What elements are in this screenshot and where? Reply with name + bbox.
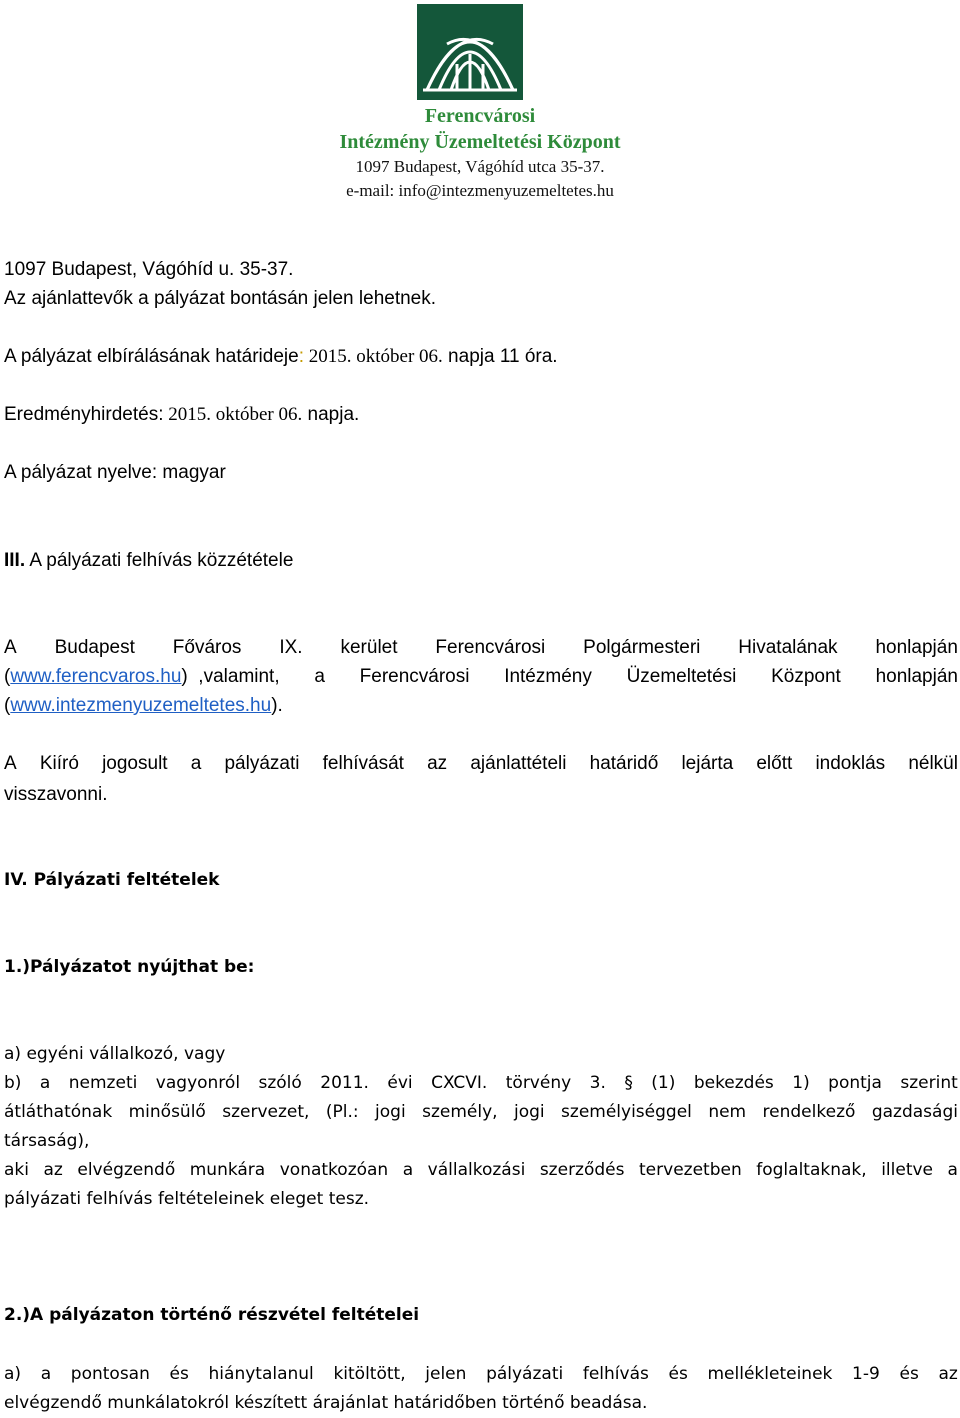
attendance-line: Az ajánlattevők a pályázat bontásán jelen lehetnek.	[4, 288, 437, 309]
pub-open-paren-2: (	[4, 695, 11, 716]
item-b2-word: személy,	[422, 1102, 498, 1122]
intezmeny-link-tld[interactable]: hu	[250, 695, 272, 716]
cond-word: mellékleteinek	[707, 1364, 833, 1384]
language-value: magyar	[157, 462, 226, 483]
withdraw-word: a	[190, 753, 202, 774]
pub-word: A	[4, 637, 17, 658]
eligible-item-b-line1	[4, 1073, 958, 1093]
item-b-word: pontja	[828, 1073, 882, 1093]
evaluation-deadline	[4, 346, 558, 369]
pub-link-group	[4, 666, 280, 689]
item-b2-word: jogi	[375, 1102, 406, 1122]
item-b-word: b)	[4, 1073, 22, 1093]
item-b-word: a	[39, 1073, 51, 1093]
cond-word: pályázati	[486, 1364, 564, 1384]
tail-word: vállalkozási	[427, 1160, 526, 1180]
condition-a-line2: elvégzendő munkálatokról készített árajánlat határidőben történő beadása.	[4, 1393, 648, 1413]
result-label: Eredményhirdetés:	[4, 404, 164, 425]
item-b-word: §	[624, 1073, 633, 1093]
item-b-word: bekezdés	[693, 1073, 774, 1093]
pub-word: honlapján	[875, 666, 958, 687]
cond-word: jelen	[425, 1364, 467, 1384]
letterhead-email: e-mail: info@intezmenyuzemeltetes.hu	[346, 181, 614, 200]
evaluation-date: 2015. október 06.	[303, 346, 443, 367]
item-b2-word: (Pl.:	[325, 1102, 359, 1122]
evaluation-label: A pályázat elbírálásának határideje	[4, 346, 299, 367]
tail-word: illetve	[881, 1160, 934, 1180]
item-b2-word: gazdasági	[871, 1102, 958, 1122]
cond-word: a	[40, 1364, 52, 1384]
letterhead-org-name: Ferencvárosi	[424, 105, 536, 127]
pub-open-paren: (	[4, 666, 11, 687]
withdraw-word: Kiíró	[39, 753, 79, 774]
language-label: A pályázat nyelve:	[4, 462, 158, 483]
withdraw-word: ajánlattételi	[470, 753, 567, 774]
cond-word: és	[668, 1364, 688, 1384]
publication-para-line2	[4, 666, 958, 689]
withdrawal-para-line2: visszavonni.	[4, 784, 108, 805]
language-line	[4, 462, 226, 485]
intezmeny-link[interactable]: www.intezmenyuzemeltetes.	[10, 695, 251, 716]
tail-word: aki	[4, 1160, 29, 1180]
tail-word: az	[43, 1160, 63, 1180]
withdraw-word: nélkül	[908, 753, 958, 774]
ferencvaros-link[interactable]: www.ferencvaros.	[10, 666, 161, 687]
cond-word: kitöltött,	[333, 1364, 406, 1384]
condition-a-line1	[4, 1364, 958, 1384]
result-suffix: napja.	[302, 404, 360, 425]
tail-word: munkára	[189, 1160, 266, 1180]
item-b2-word: átláthatónak	[4, 1102, 113, 1122]
item-b2-word: minősülő	[128, 1102, 206, 1122]
item-b-word: 2011.	[320, 1073, 369, 1093]
pub-word: Polgármesteri	[583, 637, 701, 658]
tail-word: szerződés	[539, 1160, 625, 1180]
eligible-item-a: a) egyéni vállalkozó, vagy	[4, 1044, 226, 1064]
pub-word: honlapján	[875, 637, 958, 658]
withdraw-word: határidő	[589, 753, 659, 774]
pub-word: IX.	[279, 637, 303, 658]
tail-word: a	[947, 1160, 958, 1180]
ferencvaros-link-tld[interactable]: hu	[160, 666, 182, 687]
evaluation-time: napja 11 óra.	[442, 346, 558, 367]
item-b2-word: rendelkező	[762, 1102, 856, 1122]
result-date: 2015. október 06.	[163, 404, 303, 425]
item-b-word: szóló	[258, 1073, 302, 1093]
tail-word: foglaltaknak,	[756, 1160, 867, 1180]
cond-word: 1-9	[852, 1364, 880, 1384]
item-b2-word: személyiséggel	[561, 1102, 692, 1122]
publication-para-line1	[4, 637, 958, 660]
cond-word: pontosan	[70, 1364, 150, 1384]
item-b-word: nemzeti	[68, 1073, 138, 1093]
withdraw-word: A	[4, 753, 17, 774]
item-b2-word: szervezet,	[222, 1102, 310, 1122]
item-b-word: CXCVI.	[431, 1073, 488, 1093]
pub-word: Üzemeltetési	[626, 666, 737, 687]
cond-word: hiánytalanul	[208, 1364, 314, 1384]
publication-para-line3	[4, 695, 283, 718]
withdraw-word: indoklás	[815, 753, 886, 774]
tail-word: tervezetben	[639, 1160, 742, 1180]
pub-word: Intézmény	[504, 666, 592, 687]
withdraw-word: jogosult	[102, 753, 168, 774]
pub-word: Hivatalának	[738, 637, 838, 658]
letterhead-address: 1097 Budapest, Vágóhíd utca 35-37.	[355, 157, 605, 176]
eligible-item-b-line2	[4, 1102, 958, 1122]
withdrawal-para-line1	[4, 753, 958, 776]
section-3-heading	[4, 550, 293, 573]
pub-word: kerület	[340, 637, 398, 658]
pub-word: Budapest	[54, 637, 135, 658]
cond-word: és	[169, 1364, 189, 1384]
pub-word: Ferencvárosi	[435, 637, 546, 658]
item-b2-word: jogi	[513, 1102, 545, 1122]
arch-logo-icon	[417, 4, 523, 100]
tail-word: a	[402, 1160, 414, 1180]
withdraw-word: felhívását	[322, 753, 404, 774]
item-b-word: évi	[387, 1073, 413, 1093]
tail-word: vonatkozóan	[279, 1160, 389, 1180]
subsection-1-heading: 1.)Pályázatot nyújthat be:	[4, 957, 255, 977]
eligible-item-b-line3: társaság),	[4, 1131, 90, 1151]
pub-word: Főváros	[172, 637, 242, 658]
withdraw-word: lejárta	[681, 753, 734, 774]
section-3-number: III.	[4, 550, 26, 571]
eligibility-tail-line2: pályázati felhívás feltételeinek eleget tesz.	[4, 1189, 370, 1209]
pub-word: ) ,valamint,	[181, 666, 280, 687]
withdraw-word: pályázati	[224, 753, 300, 774]
section-3-title: A pályázati felhívás közzététele	[25, 550, 294, 571]
pub-word: Ferencvárosi	[359, 666, 470, 687]
subsection-2-heading: 2.)A pályázaton történő részvétel feltételei	[4, 1305, 420, 1325]
letterhead-org-subtitle: Intézmény Üzemeltetési Központ	[339, 131, 621, 153]
tail-word: elvégzendő	[77, 1160, 176, 1180]
cond-word: az	[938, 1364, 958, 1384]
evaluation-colon: :	[298, 346, 304, 367]
item-b-word: (1)	[651, 1073, 676, 1093]
pub-word: Központ	[771, 666, 841, 687]
withdraw-word: az	[427, 753, 448, 774]
address-line: 1097 Budapest, Vágóhíd u. 35-37.	[4, 259, 294, 280]
pub-close-paren: ).	[271, 695, 283, 716]
cond-word: felhívás	[582, 1364, 649, 1384]
cond-word: a)	[4, 1364, 22, 1384]
item-b-word: szerint	[900, 1073, 958, 1093]
withdraw-word: előtt	[756, 753, 793, 774]
section-4-heading: IV. Pályázati feltételek	[4, 870, 220, 890]
result-announcement	[4, 404, 359, 427]
eligibility-tail-line1	[4, 1160, 958, 1180]
item-b-word: 3.	[589, 1073, 606, 1093]
cond-word: és	[899, 1364, 919, 1384]
item-b-word: törvény	[505, 1073, 572, 1093]
item-b-word: 1)	[792, 1073, 810, 1093]
pub-word: a	[314, 666, 325, 687]
item-b-word: vagyonról	[155, 1073, 241, 1093]
item-b2-word: nem	[708, 1102, 747, 1122]
